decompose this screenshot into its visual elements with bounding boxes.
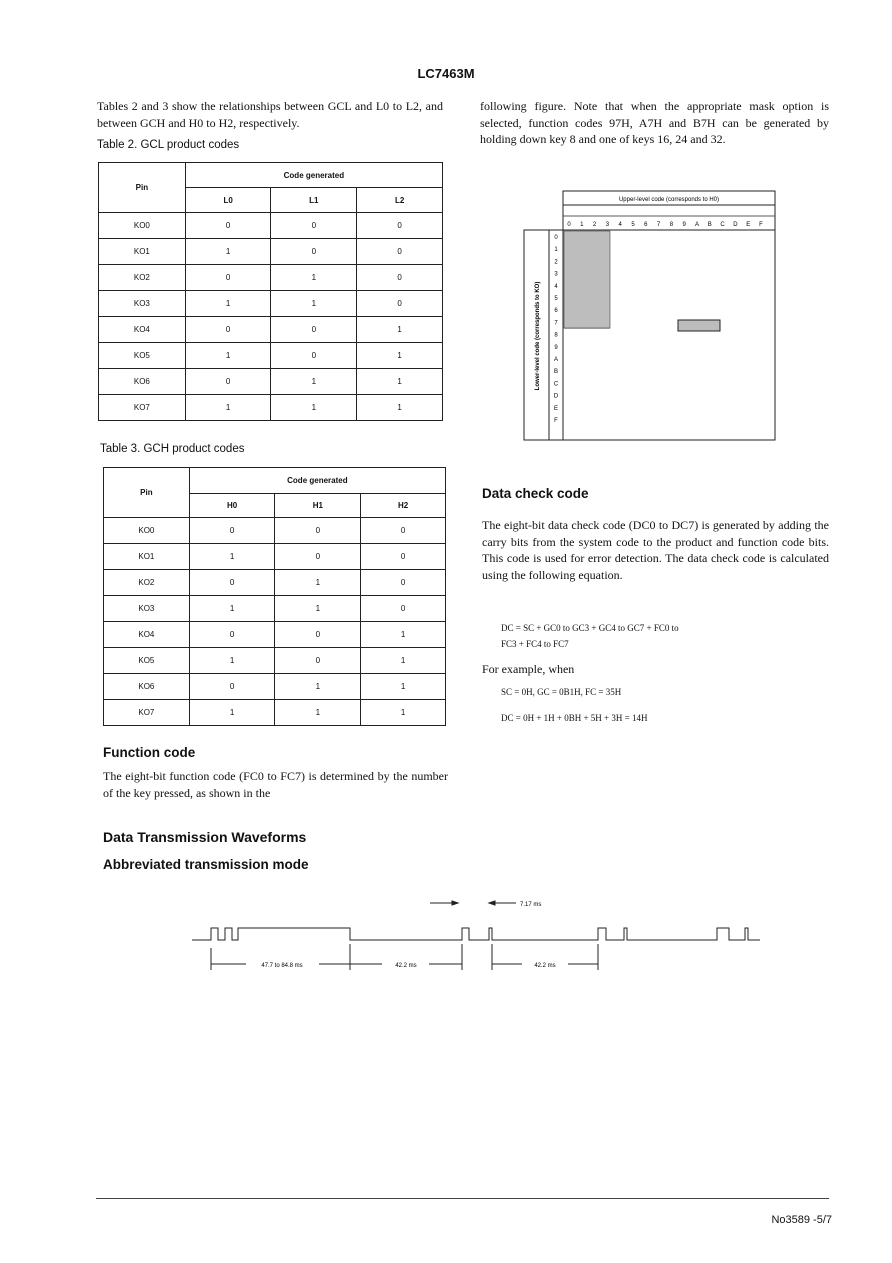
table2-row [99,343,443,369]
shaded-key-region [564,231,610,328]
table3-pin-cell: KO5 [104,648,190,674]
table3-pin-cell: KO0 [104,518,190,544]
lower-digit: B [553,369,559,376]
table3-value-cell: 1 [275,674,361,700]
lower-digit: 8 [554,332,558,339]
table3-value-cell: 0 [361,544,446,570]
table2-pin-header: Pin [99,163,186,213]
mask-option-region [678,320,720,331]
data-check-heading: Data check code [482,486,589,501]
upper-digit: B [707,222,712,228]
table3-value-cell: 0 [275,518,361,544]
table3-value-cell: 1 [275,700,361,726]
lower-digit: 0 [554,235,558,241]
page-number: No3589 -5/7 [771,1214,832,1226]
waveform-diagram [180,890,780,980]
lower-digit: 5 [554,296,558,302]
table2-value-cell: 0 [357,213,443,239]
upper-digit: 0 [567,222,571,228]
table3-pin-cell: KO6 [104,674,190,700]
equation-line-1: DC = SC + GC0 to GC3 + GC4 to GC7 + FC0 to [501,623,679,633]
table2-value-cell: 1 [185,343,271,369]
table2-row [99,291,443,317]
waveforms-heading: Data Transmission Waveforms [103,829,307,845]
table2-value-cell: 1 [185,239,271,265]
table2-value-cell: 0 [185,213,271,239]
upper-digit: 8 [669,222,674,228]
table3-row [104,518,446,544]
upper-digit: C [720,222,725,228]
table3-caption: Table 3. GCH product codes [100,443,245,455]
table3-pin-header: Pin [104,468,190,518]
lower-level-label: Lower-level code (corresponds to KO) [535,281,541,391]
table3-pin-cell: KO7 [104,700,190,726]
table2-col-l1: L1 [271,188,357,213]
key-code-figure [523,186,776,442]
table3-col-h1: H1 [275,494,361,518]
lower-digit: 9 [554,344,558,351]
table2 [98,162,443,421]
table2-value-cell: 1 [271,395,357,421]
upper-digit: D [733,222,738,228]
lower-digit: 6 [554,308,558,315]
table2-pin-cell: KO3 [99,291,186,317]
table2-row [99,317,443,343]
upper-digit: 9 [682,222,686,228]
upper-digit: 5 [631,222,635,228]
table3-value-cell: 1 [361,674,446,700]
table3-row [104,570,446,596]
table3-pin-cell: KO1 [104,544,190,570]
label-47-7-to-84-8-ms: 47.7 to 84.8 ms [261,963,303,969]
table2-group-header: Code generated [185,163,442,188]
table2-value-cell: 1 [357,317,443,343]
table3-value-cell: 1 [361,648,446,674]
table2-row [99,213,443,239]
table2-value-cell: 0 [271,239,357,265]
function-code-heading: Function code [103,745,196,760]
lower-digit: 4 [554,283,558,290]
table2-col-l2: L2 [357,188,443,213]
upper-digit: E [746,222,751,228]
table2-value-cell: 1 [357,343,443,369]
function-code-paragraph: The eight-bit function code (FC0 to FC7) is determined by the number of the key pressed, as shown in the [103,769,448,800]
table3-value-cell: 0 [189,622,275,648]
table3-row [104,544,446,570]
upper-digit: 4 [618,222,622,228]
waveform-signal [192,928,760,940]
upper-level-label: Upper-level code (corresponds to H0) [618,197,720,203]
table2-row [99,239,443,265]
intro-paragraph: Tables 2 and 3 show the relationships between GCL and L0 to L2, and between GCH and H0 to H2, respectively. [97,99,443,130]
table2-value-cell: 0 [357,291,443,317]
table3-value-cell: 0 [275,544,361,570]
table3-col-h2: H2 [361,494,446,518]
table2-pin-cell: KO6 [99,369,186,395]
table2-value-cell: 1 [271,291,357,317]
lower-digit-column [554,235,559,424]
table3-value-cell: 1 [275,570,361,596]
table2-value-cell: 1 [271,369,357,395]
table2-pin-cell: KO4 [99,317,186,343]
table2-pin-cell: KO5 [99,343,186,369]
equation-line-2: FC3 + FC4 to FC7 [501,639,569,649]
lower-digit: F [554,418,558,424]
table2-value-cell: 0 [185,265,271,291]
table2-pin-cell: KO0 [99,213,186,239]
table2-value-cell: 0 [271,343,357,369]
table3-value-cell: 1 [189,596,275,622]
table2-pin-cell: KO7 [99,395,186,421]
lower-digit: C [553,381,559,388]
table3-value-cell: 0 [361,518,446,544]
upper-digit: F [759,222,763,228]
table3-value-cell: 1 [189,648,275,674]
table3-value-cell: 1 [361,622,446,648]
table3-value-cell: 0 [189,570,275,596]
footer-rule [96,1198,829,1199]
table3-value-cell: 0 [189,518,275,544]
upper-digit: 6 [644,222,648,228]
upper-digit: 2 [592,222,597,228]
lower-digit: D [553,393,559,400]
table2-pin-cell: KO1 [99,239,186,265]
table3-row [104,674,446,700]
table2-value-cell: 0 [185,317,271,343]
example-line-1: SC = 0H, GC = 0B1H, FC = 35H [501,687,622,697]
table3-pin-cell: KO2 [104,570,190,596]
lower-digit: A [553,357,559,363]
table3-value-cell: 1 [189,700,275,726]
lower-digit: 1 [554,247,558,254]
abbreviated-mode-heading: Abbreviated transmission mode [103,857,309,872]
table2-col-l0: L0 [185,188,271,213]
label-7-17-ms: 7.17 ms [520,902,542,908]
table2-caption: Table 2. GCL product codes [97,139,240,151]
table3 [103,467,446,726]
lower-digit: E [553,405,559,412]
table3-value-cell: 1 [189,544,275,570]
following-paragraph: following figure. Note that when the appropriate mask option is selected, function codes 97H, A7H and B7H can be generated by holding down key 8 and one of keys 16, 24 and 32. [480,99,829,146]
table3-value-cell: 1 [275,596,361,622]
table3-row [104,700,446,726]
table3-value-cell: 0 [275,622,361,648]
table2-value-cell: 1 [271,265,357,291]
figure-frame [524,230,775,440]
table3-value-cell: 0 [189,674,275,700]
upper-digit: 3 [605,222,610,228]
data-check-paragraph: The eight-bit data check code (DC0 to DC7) is generated by adding the carry bits from the system code to the product and function code bits. This code is used for error detection. The data check code is calculated using the following equation. [482,518,829,582]
table3-value-cell: 1 [361,700,446,726]
upper-digit: 1 [580,222,584,228]
table2-value-cell: 1 [185,291,271,317]
label-42-2-ms-second: 42.2 ms [534,963,556,969]
table3-row [104,596,446,622]
upper-digit-row [567,222,763,228]
upper-digit: A [694,222,700,228]
table2-row [99,369,443,395]
table2-row [99,395,443,421]
page-header: LC7463M [417,66,475,81]
table2-value-cell: 0 [271,317,357,343]
table2-value-cell: 1 [357,395,443,421]
table2-value-cell: 0 [185,369,271,395]
label-42-2-ms-first: 42.2 ms [395,963,417,969]
table3-value-cell: 0 [275,648,361,674]
example-line-2: DC = 0H + 1H + 0BH + 5H + 3H = 14H [501,713,648,723]
table2-value-cell: 0 [271,213,357,239]
example-intro: For example, when [482,662,575,676]
table2-row [99,265,443,291]
table2-value-cell: 0 [357,265,443,291]
lower-digit: 7 [554,320,558,327]
table3-value-cell: 0 [361,570,446,596]
table3-value-cell: 0 [361,596,446,622]
table3-row [104,648,446,674]
table3-pin-cell: KO3 [104,596,190,622]
upper-digit: 7 [656,222,661,228]
table3-group-header: Code generated [189,468,445,494]
table2-value-cell: 0 [357,239,443,265]
lower-digit: 2 [554,259,558,266]
lower-digit: 3 [554,271,558,278]
table3-col-h0: H0 [189,494,275,518]
table2-value-cell: 1 [185,395,271,421]
table3-pin-cell: KO4 [104,622,190,648]
table2-value-cell: 1 [357,369,443,395]
table3-row [104,622,446,648]
table2-pin-cell: KO2 [99,265,186,291]
